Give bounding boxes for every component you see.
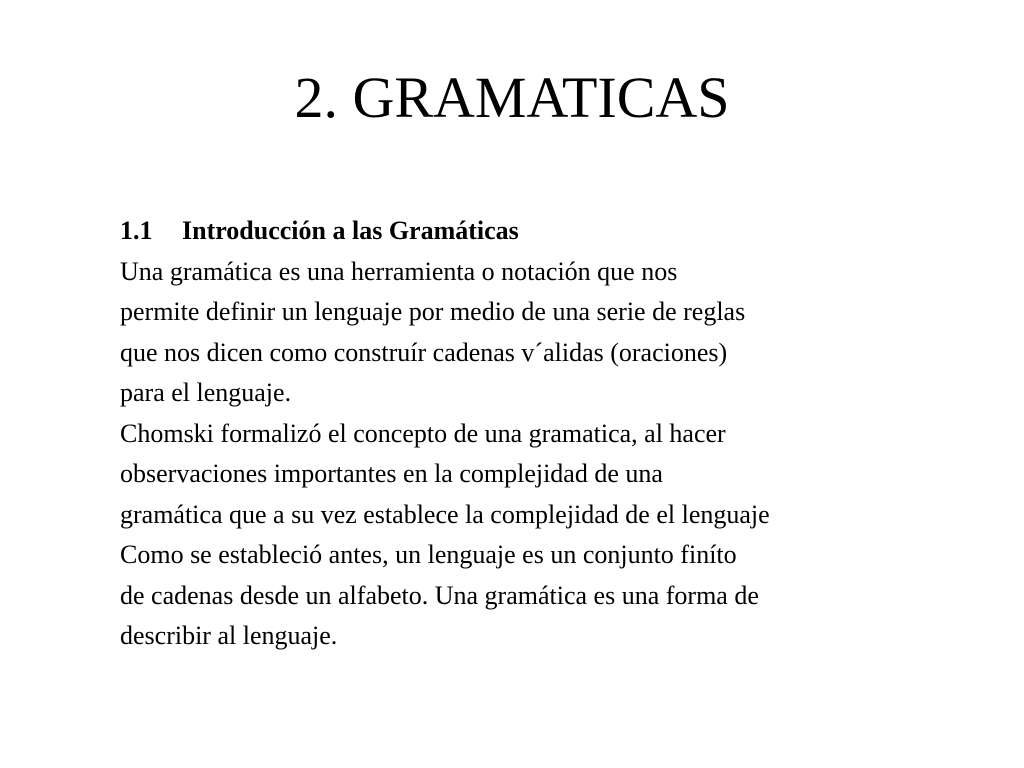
section-heading [120, 211, 1010, 252]
body-line-6: observaciones importantes en la complejidad de una [120, 459, 663, 488]
body-line-9: de cadenas desde un alfabeto. Una gramática es una forma de [120, 580, 759, 610]
body-line-4: para el lenguaje. [120, 378, 292, 407]
body-line-7: gramática que a su vez establece la complejidad de el lenguaje [120, 499, 770, 529]
slide-title: 2. GRAMATICAS [294, 65, 730, 130]
body-line-10: describir al lenguaje. [120, 621, 338, 650]
body-line-5: Chomski formalizó el concepto de una gramatica, al hacer [120, 418, 726, 448]
section-title: Introducción a las Gramáticas [182, 216, 519, 245]
body-line-3: que nos dicen como construír cadenas v´alidas (oraciones) [120, 337, 728, 367]
body-line-8: Como se estableció antes, un lenguaje es un conjunto finíto [120, 540, 737, 569]
slide-body [120, 211, 1010, 657]
body-line-2: permite definir un lenguaje por medio de una serie de reglas [120, 297, 746, 326]
section-number: 1.1 [120, 216, 153, 245]
body-line-1: Una gramática es una herramienta o notación que nos [120, 256, 678, 286]
